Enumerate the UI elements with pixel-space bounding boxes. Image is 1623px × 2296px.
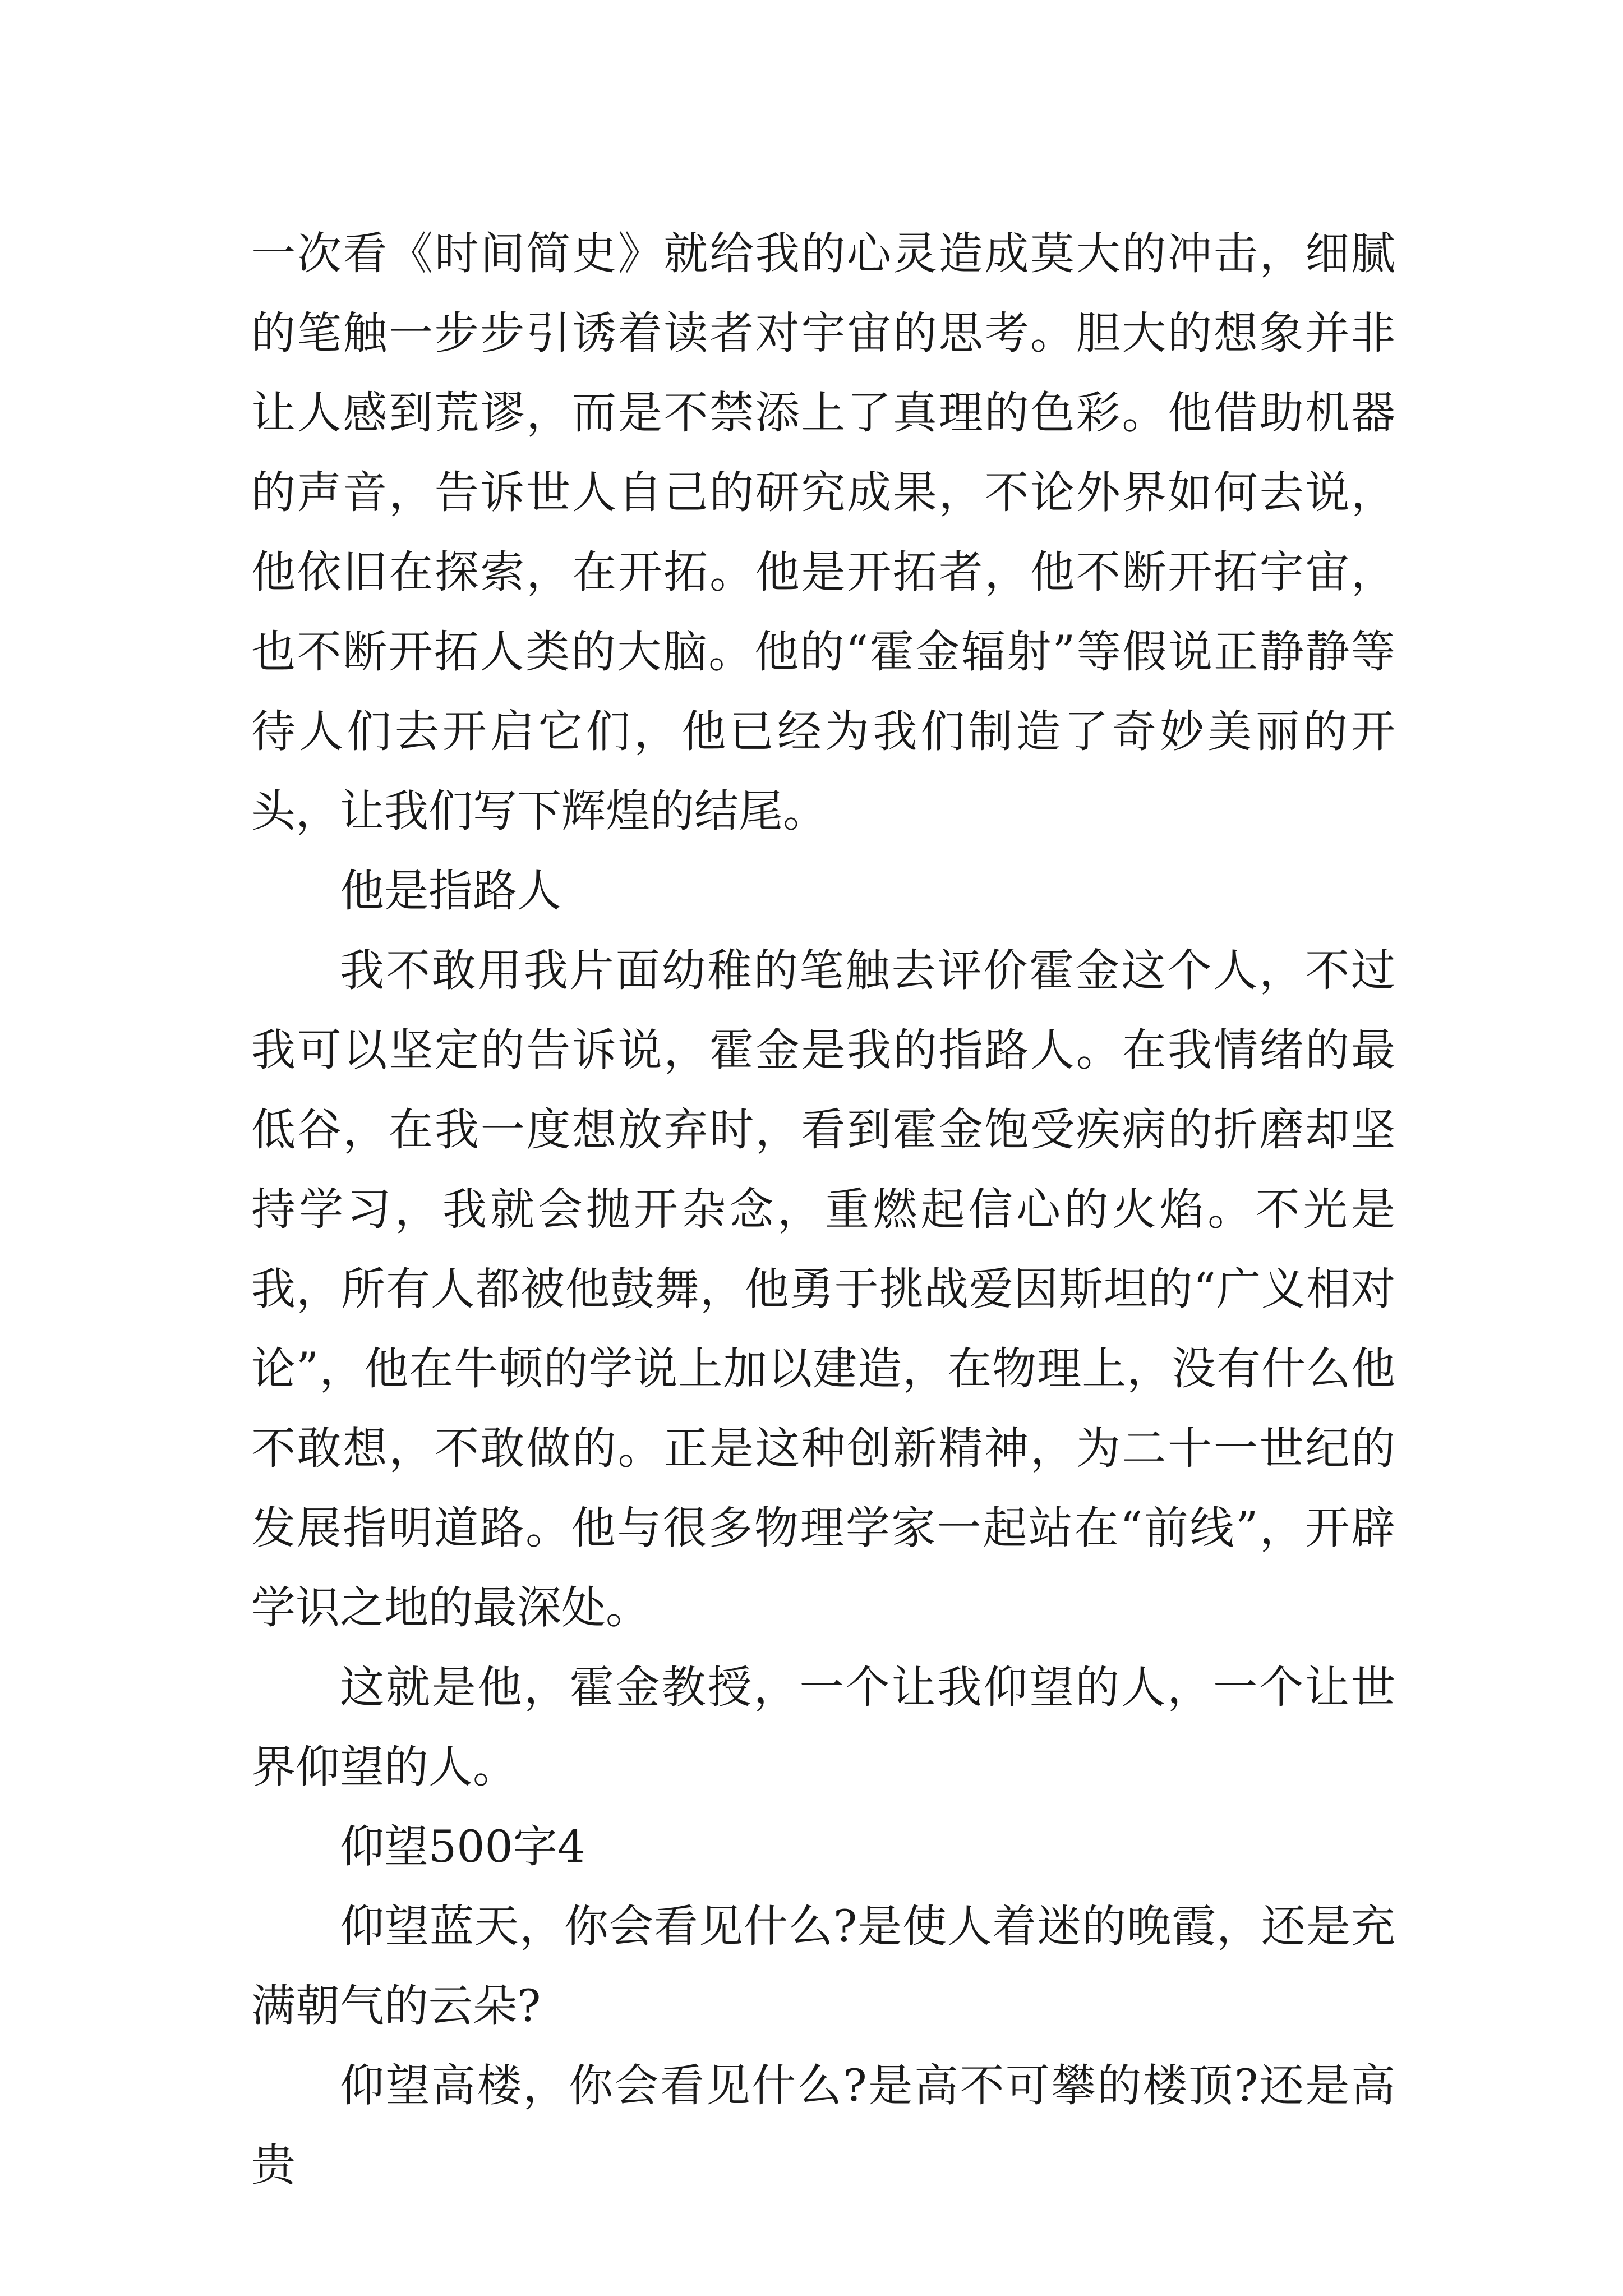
paragraph-2: 我不敢用我片面幼稚的笔触去评价霍金这个人，不过我可以坚定的告诉说，霍金是我的指路人。在我情绪的最低谷，在我一度想放弃时，看到霍金饱受疾病的折磨却坚持学习，我就会抛开杂念，重燃起信心的火焰。不光是我，所有人都被他鼓舞，他勇于挑战爱因斯坦的“广义相对论”，他在牛顿的学说上加以建造，在物理上，没有什么他不敢想，不敢做的。正是这种创新精神，为二十一世纪的发展指明道路。他与很多物理学家一起站在“前线”，开辟学识之地的最深处。 (251, 945, 1395, 1634)
section-heading-guide: 他是指路人 (340, 865, 561, 917)
document-body (251, 214, 1395, 2205)
section-heading-essay-4: 仰望500字4 (340, 1821, 586, 1872)
paragraph-4: 仰望蓝天，你会看见什么?是使人着迷的晚霞，还是充满朝气的云朵? (251, 1901, 1395, 2032)
paragraph-3: 这就是他，霍金教授，一个让我仰望的人，一个让世界仰望的人。 (251, 1662, 1395, 1793)
paragraph-5: 仰望高楼，你会看见什么?是高不可攀的楼顶?还是高贵 (251, 2060, 1395, 2191)
paragraph-1: 一次看《时间简史》就给我的心灵造成莫大的冲击，细腻的笔触一步步引诱着读者对宇宙的思考。胆大的想象并非让人感到荒谬，而是不禁添上了真理的色彩。他借助机器的声音，告诉世人自己的研究成果，不论外界如何去说，他依旧在探索，在开拓。他是开拓者，他不断开拓宇宙，也不断开拓人类的大脑。他的“霍金辐射”等假说正静静等待人们去开启它们，他已经为我们制造了奇妙美丽的开头，让我们写下辉煌的结尾。 (251, 228, 1395, 837)
